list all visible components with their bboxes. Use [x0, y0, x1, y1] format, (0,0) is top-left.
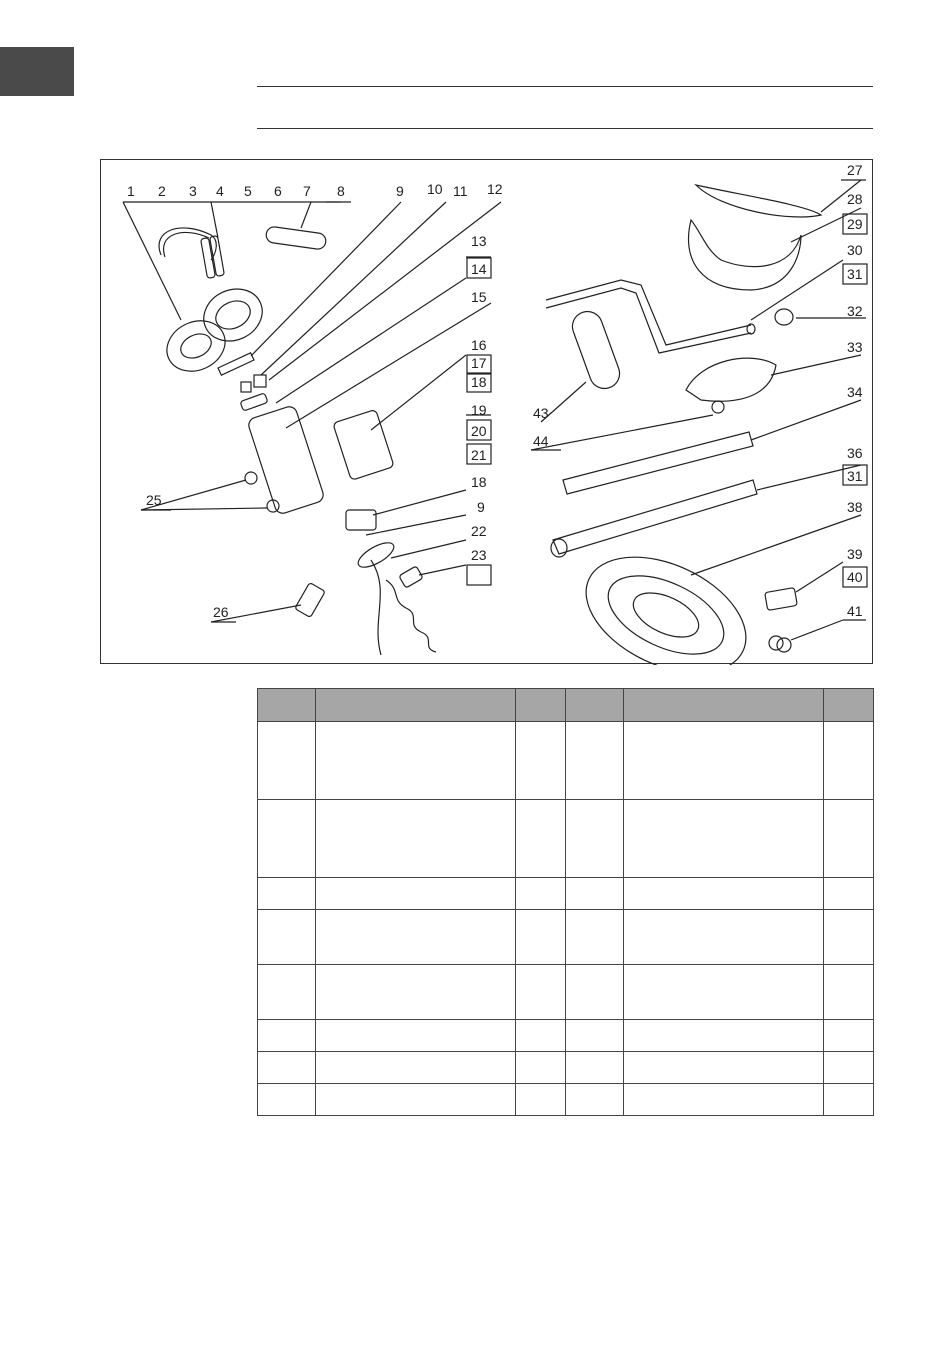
callout-28: 28: [847, 191, 863, 207]
callout-4: 4: [216, 183, 224, 199]
header-cell-name-left: [316, 689, 516, 722]
callout-32: 32: [847, 303, 863, 319]
table-row: [258, 965, 874, 1020]
callout-22: 22: [471, 523, 487, 539]
callout-8: 8: [337, 183, 345, 199]
callout-18b: 18: [471, 474, 487, 490]
callout-18: 18: [471, 374, 487, 390]
table-row: [258, 800, 874, 878]
callout-11: 11: [453, 183, 468, 199]
callout-27: 27: [847, 162, 863, 178]
callout-9b: 9: [477, 499, 485, 515]
header-cell-name-right: [624, 689, 824, 722]
header-rule-bottom: [257, 128, 873, 129]
exploded-parts-diagram: [100, 159, 873, 664]
table-row: [258, 1084, 874, 1116]
callout-3: 3: [189, 183, 197, 199]
callout-40: 40: [847, 569, 863, 585]
callout-5: 5: [244, 183, 252, 199]
callout-1: 1: [127, 183, 135, 199]
table-row: [258, 1020, 874, 1052]
callout-7: 7: [303, 183, 311, 199]
callout-9: 9: [396, 183, 404, 199]
header-cell-no-right: [566, 689, 624, 722]
callout-36: 36: [847, 445, 863, 461]
header-rule-top: [257, 86, 873, 87]
callout-16: 16: [471, 337, 487, 353]
table-row: [258, 722, 874, 800]
header-cell-no-left: [258, 689, 316, 722]
table-header-row: [258, 689, 874, 722]
header-cell-qty-left: [516, 689, 566, 722]
callout-20: 20: [471, 423, 487, 439]
callout-6: 6: [274, 183, 282, 199]
callout-39: 39: [847, 546, 863, 562]
callout-31b: 31: [847, 468, 863, 484]
callout-26: 26: [213, 604, 229, 620]
callout-30: 30: [847, 242, 863, 258]
header-cell-qty-right: [824, 689, 874, 722]
callout-25: 25: [146, 492, 162, 508]
callout-labels: [127, 162, 863, 620]
callout-33: 33: [847, 339, 863, 355]
callout-41: 41: [847, 603, 863, 619]
callout-2: 2: [158, 183, 166, 199]
parts-list-table: [257, 688, 874, 1116]
callout-38: 38: [847, 499, 863, 515]
table-row: [258, 910, 874, 965]
table-row: [258, 1052, 874, 1084]
callout-43: 43: [533, 405, 549, 421]
section-tab-marker: [0, 47, 74, 96]
callout-17: 17: [471, 355, 487, 371]
callout-23: 23: [471, 547, 487, 563]
callout-44: 44: [533, 433, 549, 449]
callout-29: 29: [847, 216, 863, 232]
callout-10: 10: [427, 181, 443, 197]
callout-31: 31: [847, 266, 863, 282]
callout-21: 21: [471, 447, 487, 463]
callout-13: 13: [471, 233, 487, 249]
callout-19: 19: [471, 402, 487, 418]
callout-15: 15: [471, 289, 487, 305]
callout-34: 34: [847, 384, 863, 400]
callout-12: 12: [487, 181, 503, 197]
table-row: [258, 878, 874, 910]
callout-14: 14: [471, 261, 487, 277]
